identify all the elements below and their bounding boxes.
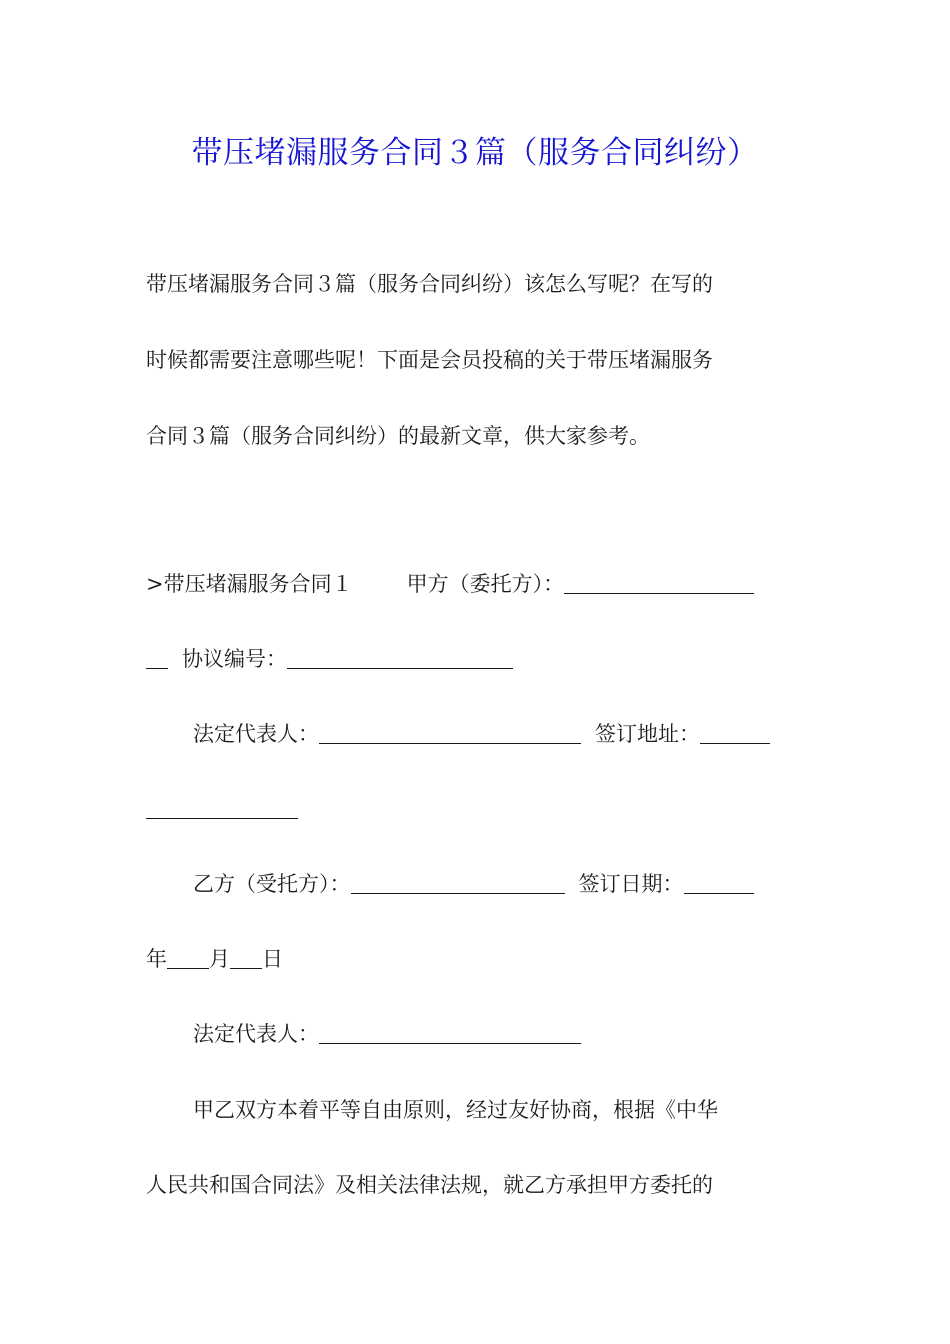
intro-line-2: 时候都需要注意哪些呢！下面是会员投稿的关于带压堵漏服务 [146,348,713,372]
body-line-1: 甲乙双方本着平等自由原则，经过友好协商，根据《中华 [193,1098,718,1122]
agreement-no-blank [287,646,513,669]
year-label: 年 [146,947,167,971]
party-a-blank [564,571,754,594]
sign-year-blank [684,871,754,894]
sign-place-blank-continued [146,796,298,819]
party-a-label: 甲方（委托方）： [406,572,565,596]
day-blank [230,946,262,969]
party-b-row [193,866,806,902]
sign-place-blank [700,721,770,744]
sign-place-row [146,791,806,827]
legal-rep-a-row [193,716,806,752]
sign-date-row [146,941,806,977]
legal-rep-b-label: 法定代表人： [193,1022,319,1046]
party-b-blank [351,871,565,894]
agreement-no-label: 协议编号： [182,647,287,671]
party-b-label: 乙方（受托方）： [193,872,351,896]
contract-heading-row [146,566,806,602]
legal-rep-a-label: 法定代表人： [193,722,319,746]
sign-date-label: 签订日期： [578,872,684,896]
legal-rep-b-blank [319,1021,581,1044]
day-label: 日 [262,947,283,971]
agreement-no-row [146,641,806,677]
month-label: 月 [209,947,230,971]
legal-rep-a-blank [319,721,581,744]
party-a-blank-continued [146,646,168,669]
page-title: 带压堵漏服务合同３篇（服务合同纠纷） [191,135,759,171]
intro-line-1: 带压堵漏服务合同３篇（服务合同纠纷）该怎么写呢？在写的 [146,272,713,296]
legal-rep-b-row [193,1016,806,1052]
body-line-2: 人民共和国合同法》及相关法律法规，就乙方承担甲方委托的 [146,1173,713,1197]
month-blank [167,946,209,969]
sign-place-label: 签订地址： [595,722,700,746]
contract-heading: >带压堵漏服务合同１ [146,572,353,596]
intro-line-3: 合同３篇（服务合同纠纷）的最新文章，供大家参考。 [146,424,650,448]
